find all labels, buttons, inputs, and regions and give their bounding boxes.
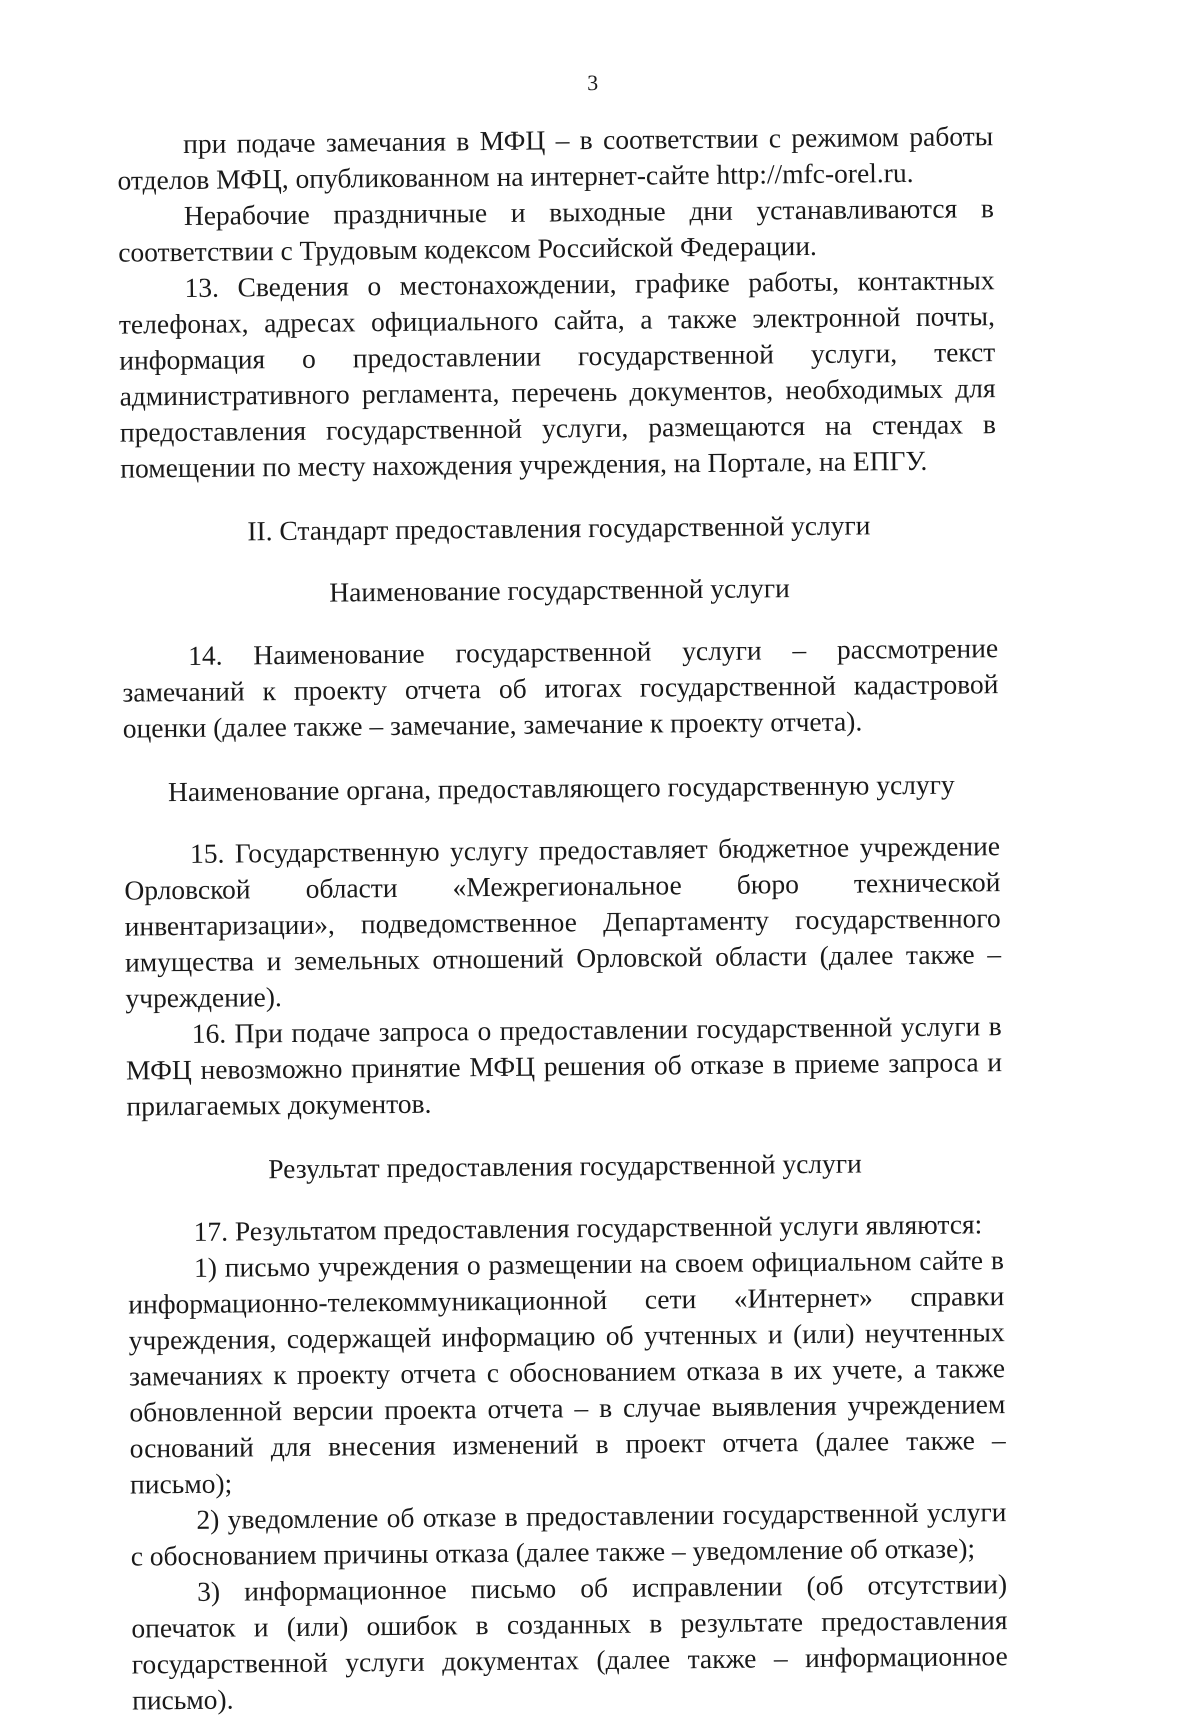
document-body xyxy=(117,118,1008,1718)
paragraph-17-item-1: 1) письмо учреждения о размещении на своем официальном сайте в информационно-телекоммуникационной сети «Интернет» справки учреждения, содержащей информацию об учтенных и (или) неучтенных замечаниях к проекту отчета с обоснованием отказа в их учете, а также обновленной версии проекта отчета – в случае выявления учреждением оснований для внесения изменений в проект отчета (далее также – письмо); xyxy=(128,1244,1006,1500)
paragraph-submission-hours: при подаче замечания в МФЦ – в соответствии с режимом работы отделов МФЦ, опубликованном на интернет-сайте http://mfc-orel.ru. xyxy=(117,120,994,196)
paragraph-holidays: Нерабочие праздничные и выходные дни устанавливаются в соответствии с Трудовым кодексом Российской Федерации. xyxy=(118,192,995,268)
section-title: II. Стандарт предоставления государственной услуги xyxy=(247,509,871,547)
paragraph-13: 13. Сведения о местонахождении, графике работы, контактных телефонах, адресах официального сайта, а также электронной почты, информация о предоставлении государственной услуги, текст административного регламента, перечень документов, необходимых для предоставления государственной услуги, размещаются на стендах в помещении по месту нахождения учреждения, на Портале, на ЕПГУ. xyxy=(118,264,997,484)
page-number: 3 xyxy=(587,69,599,96)
heading-service-organ: Наименование органа, предоставляющего государственную услугу xyxy=(167,768,955,808)
heading-service-result: Результат предоставления государственной услуги xyxy=(268,1147,862,1185)
paragraph-17: 17. Результатом предоставления государственной услуги являются: xyxy=(193,1208,983,1247)
paragraph-17-item-2: 2) уведомление об отказе в предоставлении государственной услуги с обоснованием причины отказа (далее также – уведомление об отказе); xyxy=(130,1496,1007,1572)
paragraph-17-item-3: 3) информационное письмо об исправлении (об отсутствии) опечаток и (или) ошибок в созданных в результате предоставления государственной услуги документах (далее также – информационное письмо). xyxy=(131,1568,1008,1716)
paragraph-14: 14. Наименование государственной услуги – рассмотрение замечаний к проекту отчета об итогах государственной кадастровой оценки (далее также – замечание, замечание к проекту отчета). xyxy=(122,632,999,744)
heading-service-name: Наименование государственной услуги xyxy=(329,572,790,608)
paragraph-16: 16. При подаче запроса о предоставлении государственной услуги в МФЦ невозможно принятие МФЦ решения об отказе в приеме запроса и прилагаемых документов. xyxy=(125,1010,1003,1122)
paragraph-15: 15. Государственную услугу предоставляет бюджетное учреждение Орловской области «Межрегиональное бюро технической инвентаризации», подведомственное Департаменту государственного имущества и земельных отношений Орловской области (далее также – учреждение). xyxy=(124,830,1002,1014)
